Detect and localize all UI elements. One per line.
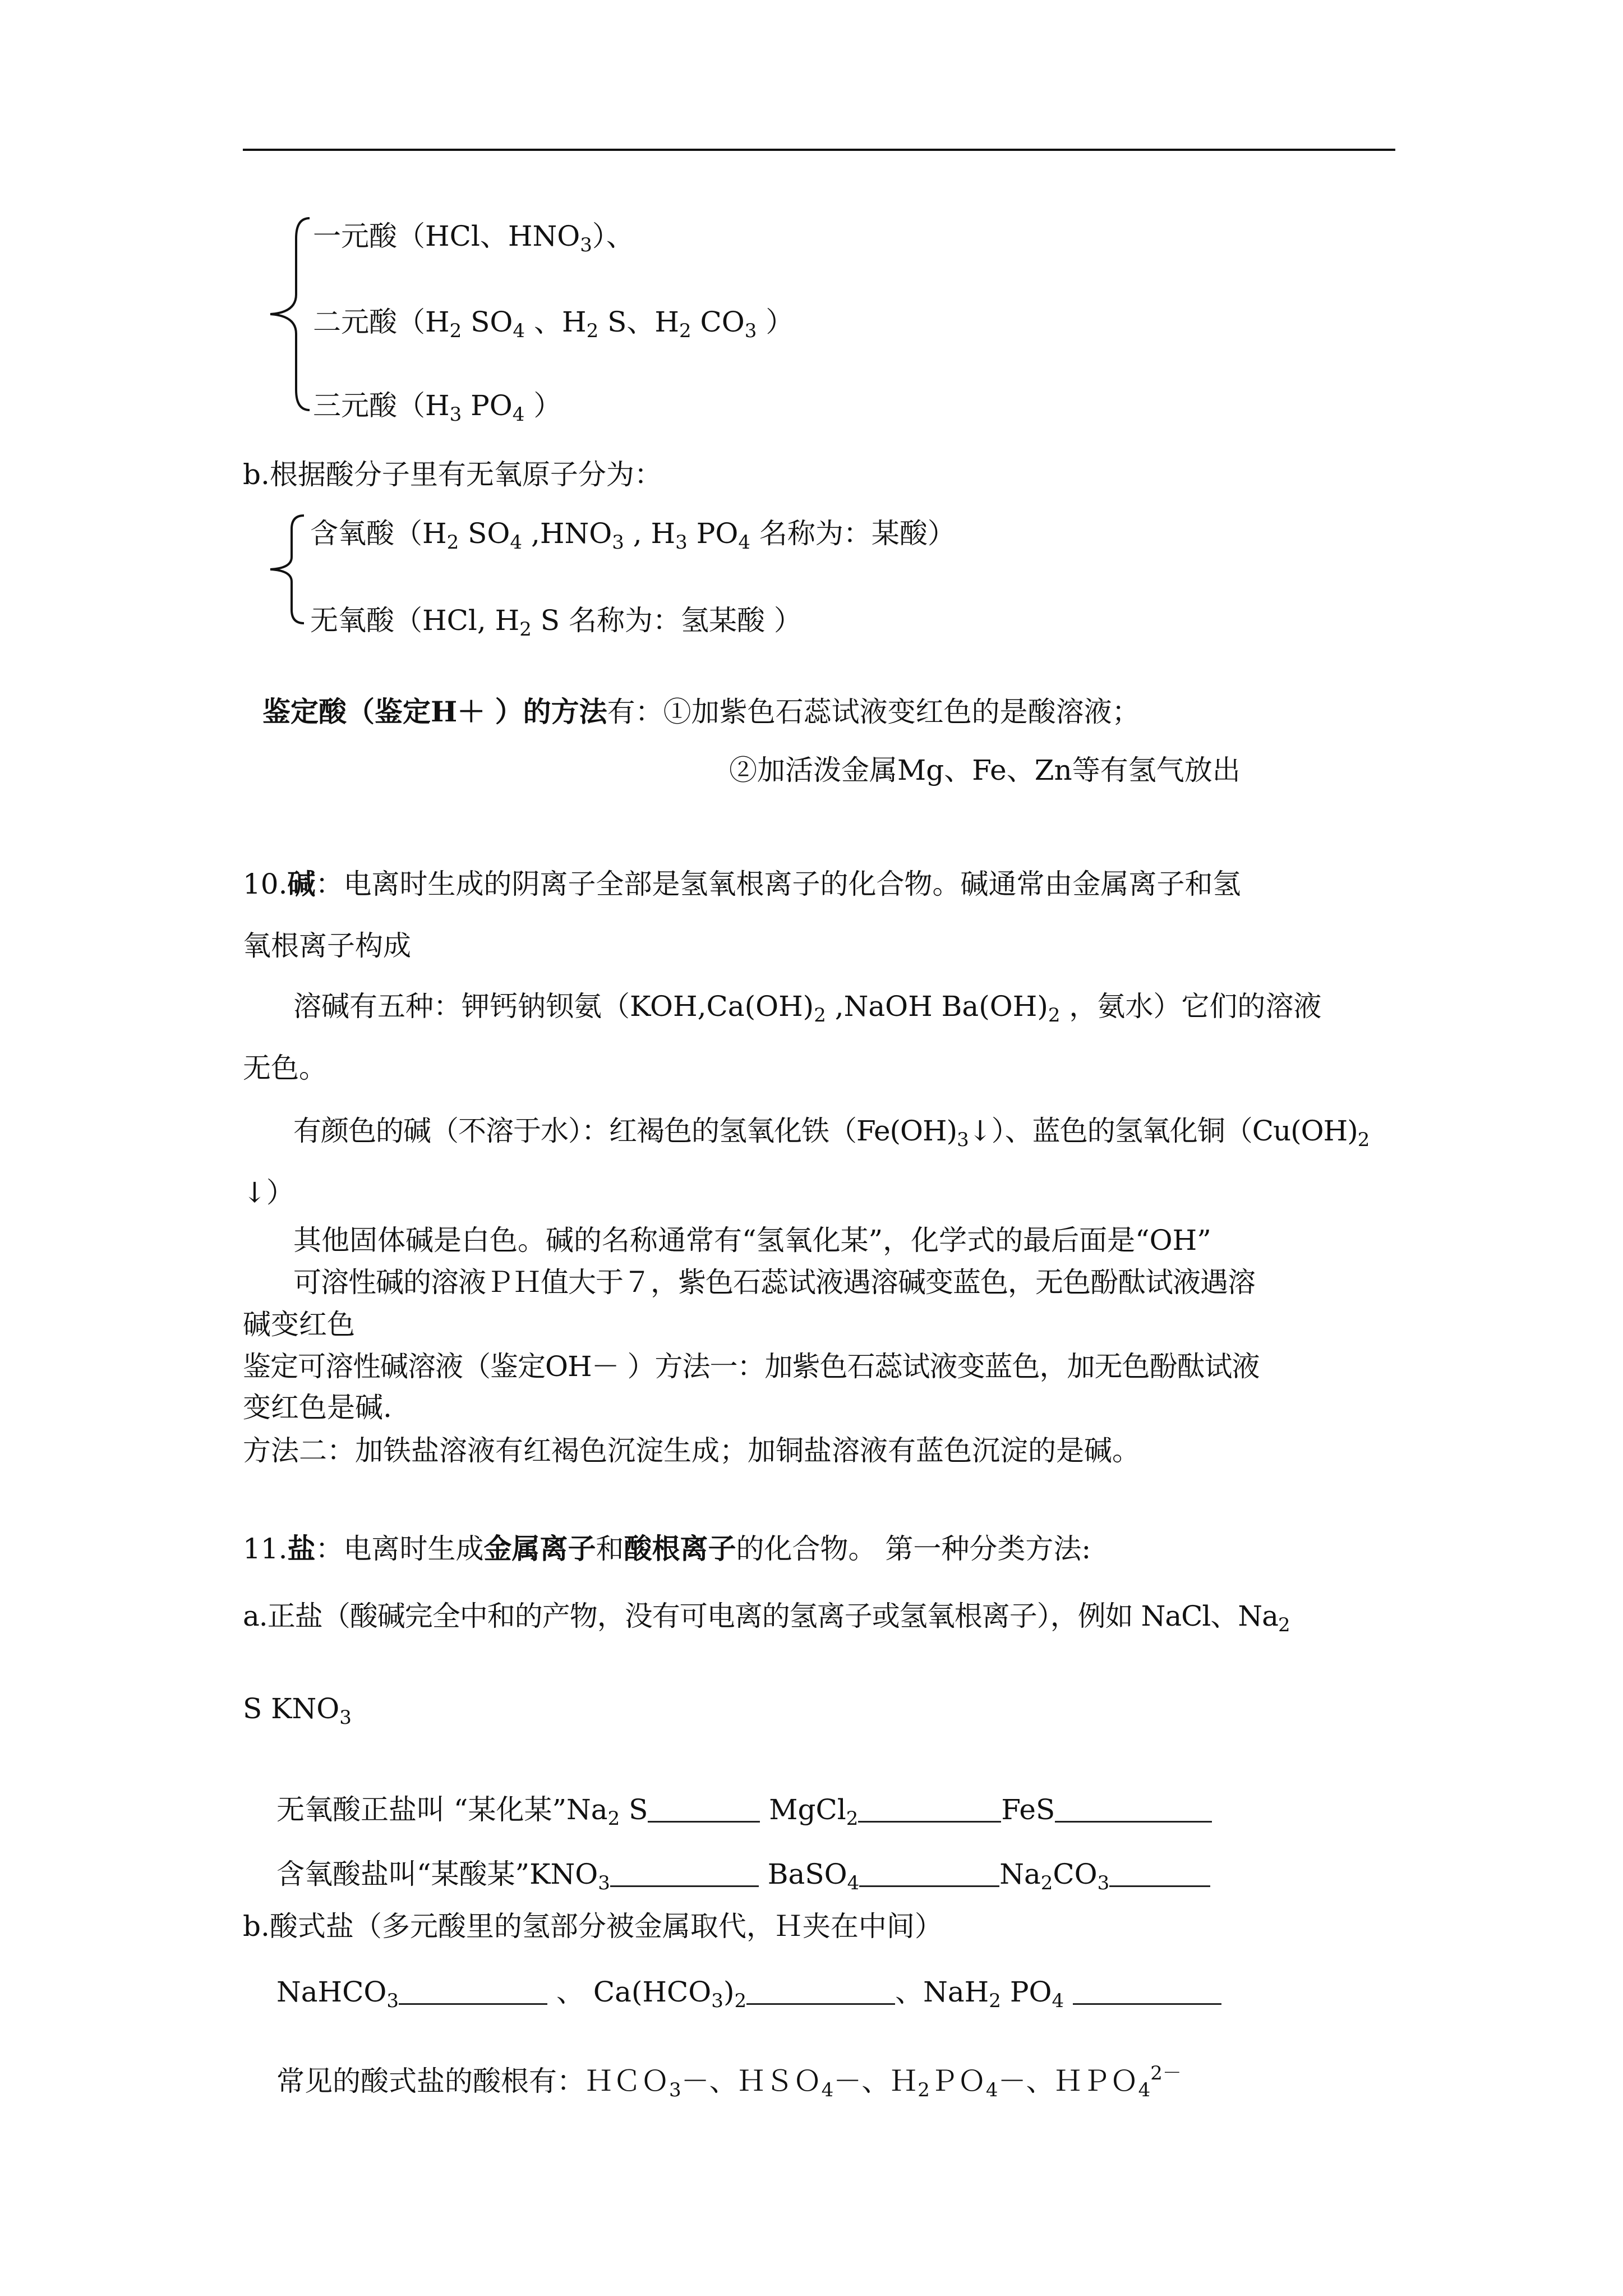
blank-baso4[interactable] — [859, 1861, 999, 1887]
base-ph-a: 可溶性碱的溶液ＰＨ值大于７，紫色石蕊试液遇溶碱变蓝色，无色酚酞试液遇溶 — [293, 1266, 1255, 1299]
base-ph-b: 碱变红色 — [243, 1308, 355, 1341]
acid-salt-radicals: 常见的酸式盐的酸根有：ＨＣＯ$_3$－、ＨＳＯ$_4$－、Ｈ$_2$ＰＯ$_4$－、ＨＰＯ$_4^{2-}$ — [276, 2062, 1182, 2101]
blank-kno3[interactable] — [610, 1861, 759, 1887]
blank-ca-hco3-2[interactable] — [746, 1978, 895, 2005]
blank-nahco3[interactable] — [399, 1978, 547, 2005]
base-colored-end: ↓） — [243, 1176, 294, 1209]
base-others: 其他固体碱是白色。碱的名称通常有“氢氧化某”，化学式的最后面是“OH” — [293, 1224, 1211, 1257]
base-para1b: 氧根离子构成 — [243, 930, 411, 962]
acid-oxy: 含氧酸（$H_2$ $SO_4$ $,HNO_3$ , $H_3$ $PO_4$ 名称为：某酸） — [310, 517, 956, 554]
base-identify-b: 变红色是碱. — [243, 1391, 392, 1424]
acid-tri: 三元酸（$H_3$ $PO_4$ ） — [313, 389, 562, 426]
base-identify-a: 鉴定可溶性碱溶液（鉴定OH－ ）方法一：加紫色石蕊试液变蓝色，加无色酚酞试液 — [243, 1350, 1260, 1383]
acid-di: 二元酸（$H_2$ $SO_4$ 、$H_2$ S、$H_2$ $CO_3$ ） — [313, 306, 794, 342]
salt-normal: a.正盐（酸碱完全中和的产物，没有可电离的氢离子或氢氧根离子），例如 NaCl、$Na_2$ — [243, 1600, 1290, 1636]
base-soluble: 溶碱有五种：钾钙钠钡氨（$KOH,Ca(OH)_2$ ,NaOH $Ba(OH)_2$ ，氨水）它们的溶液 — [293, 990, 1322, 1027]
blank-na2co3[interactable] — [1109, 1861, 1210, 1887]
salt-title: 盐 — [287, 1532, 316, 1565]
blank-mgcl2[interactable] — [858, 1796, 1001, 1823]
blank-nah2po4[interactable] — [1073, 1978, 1221, 2005]
acid-mono: 一元酸（HCl、$HNO_3$）、 — [313, 220, 634, 256]
brace-acid-by-h — [264, 216, 314, 412]
header-rule — [243, 149, 1395, 151]
salt-oxy-line: 含氧酸盐叫“某酸某$”KNO_3$ BaSO$_4$ $Na_2CO_3$ — [276, 1857, 1210, 1901]
blank-na2s[interactable] — [648, 1796, 760, 1823]
salt-intro: 11.盐：电离时生成金属离子和酸根离子的化合物。 第一种分类方法: — [243, 1532, 1091, 1565]
acid-identify-line2: ②加活泼金属Mg、Fe、Zn等有氢气放出 — [729, 754, 1241, 786]
acid-salt-heading: b.酸式盐（多元酸里的氢部分被金属取代，Ｈ夹在中间） — [243, 1910, 943, 1943]
base-para1a: 10.碱：电离时生成的阴离子全部是氢氧根离子的化合物。碱通常由金属离子和氢 — [243, 867, 1241, 900]
acid-identify-label: 鉴定酸（鉴定H＋ ）的方法 — [262, 695, 607, 728]
acid-oxygen-heading: b.根据酸分子里有无氧原子分为： — [243, 458, 662, 491]
base-title: 碱 — [287, 867, 316, 900]
base-colored: 有颜色的碱（不溶于水）：红褐色的氢氧化铁$(Fe(OH)_3↓)$、蓝色的氢氧化铜（$Cu(OH)_2$ — [293, 1115, 1370, 1151]
brace-acid-by-oxygen — [264, 513, 308, 625]
base-soluble-end: 无色。 — [243, 1052, 327, 1084]
blank-fes[interactable] — [1055, 1796, 1212, 1823]
acid-identify-line1: 鉴定酸（鉴定H＋ ）的方法有：①加紫色石蕊试液变红色的是酸溶液； — [262, 695, 1140, 728]
acid-nonoxy: 无氧酸（HCl, $H_2$ S 名称为：氢某酸 ） — [310, 604, 802, 641]
base-method2: 方法二：加铁盐溶液有红褐色沉淀生成；加铜盐溶液有蓝色沉淀的是碱。 — [243, 1434, 1140, 1467]
acid-salt-examples: NaHCO$_3$ 、 $Ca(HCO_3)_2$ 、NaH$_2$ $PO_4$ — [276, 1975, 1221, 2018]
salt-nonoxy-line: 无氧酸正盐叫 “某化某$”Na_2$ S MgCl$_2$ FeS — [276, 1792, 1212, 1836]
salt-normal-end: S $KNO_3$ — [243, 1692, 352, 1729]
